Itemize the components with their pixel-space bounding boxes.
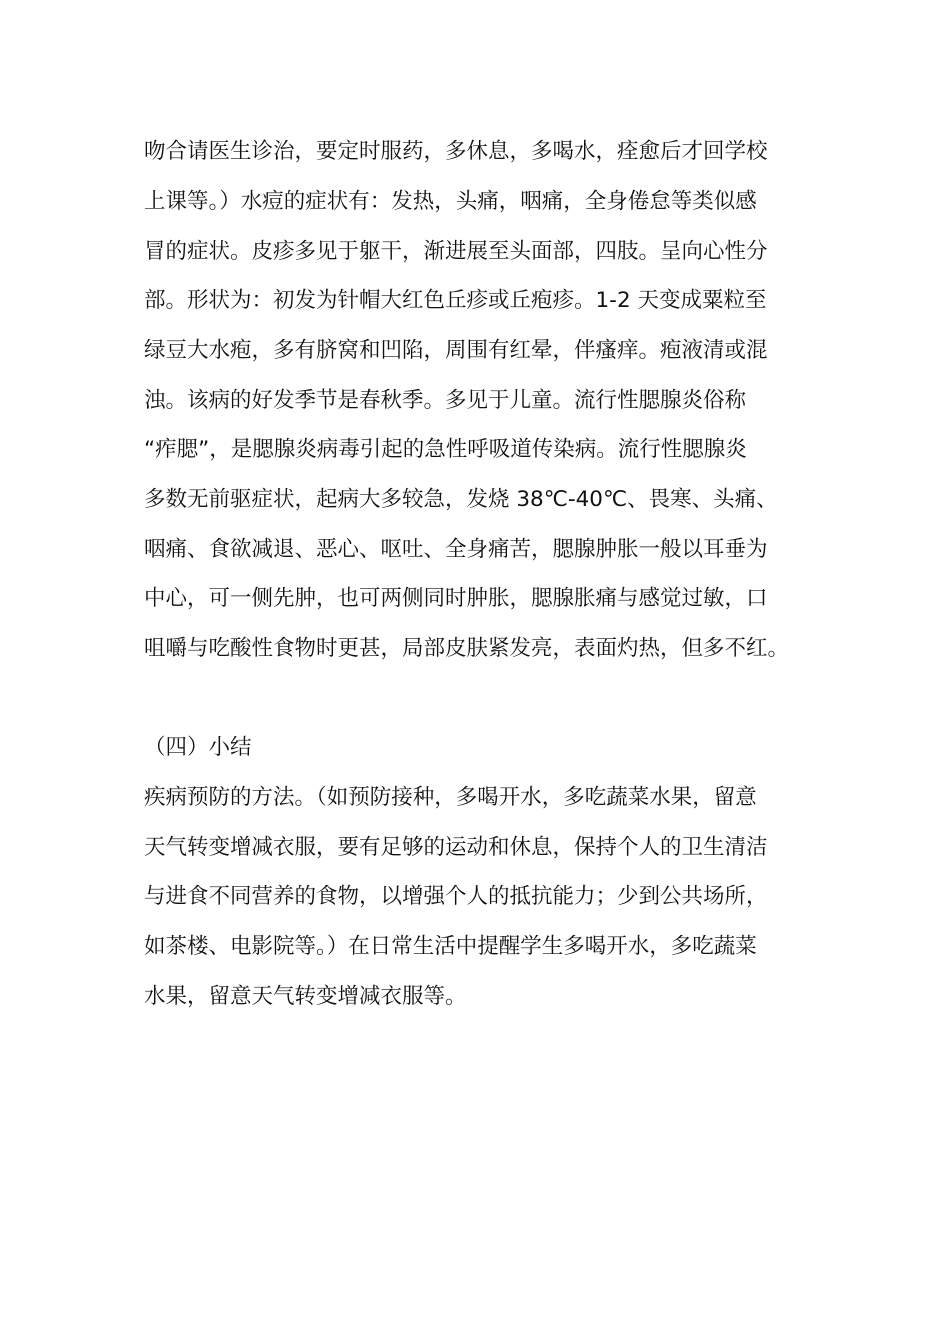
paragraph-line: 与进食不同营养的食物，以增强个人的抵抗能力；少到公共场所， — [144, 884, 768, 909]
paragraph-line: 吻合请医生诊治，要定时服药，多休息，多喝水，痊愈后才回学校 — [144, 139, 768, 164]
paragraph-line: 绿豆大水疱，多有脐窝和凹陷，周围有红晕，伴瘙痒。疱液清或混 — [144, 338, 768, 363]
paragraph-line: “痄腮”，是腮腺炎病毒引起的急性呼吸道传染病。流行性腮腺炎 — [144, 437, 747, 462]
paragraph-line: 咀嚼与吃酸性食物时更甚，局部皮肤紧发亮，表面灼热，但多不红。 — [144, 636, 790, 661]
paragraph-line: 疾病预防的方法。（如预防接种，多喝开水，多吃蔬菜水果，留意 — [144, 785, 757, 810]
paragraph-line: 水果，留意天气转变增减衣服等。 — [144, 984, 467, 1009]
paragraph-line: 天气转变增减衣服，要有足够的运动和休息，保持个人的卫生清洁 — [144, 835, 768, 860]
section-heading: （四）小结 — [144, 735, 252, 760]
paragraph-line: 中心，可一侧先肿，也可两侧同时肿胀，腮腺胀痛与感觉过敏，口 — [144, 586, 768, 611]
paragraph-line: 多数无前驱症状，起病大多较急，发烧 38℃-40℃、畏寒、头痛、 — [144, 487, 778, 512]
paragraph-line: 浊。该病的好发季节是春秋季。多见于儿童。流行性腮腺炎俗称 — [144, 388, 747, 413]
paragraph-line: 如茶楼、电影院等。）在日常生活中提醒学生多喝开水，多吃蔬菜 — [144, 934, 757, 959]
paragraph-line: 上课等。）水痘的症状有：发热，头痛，咽痛，全身倦怠等类似感 — [144, 189, 757, 214]
paragraph-line: 冒的症状。皮疹多见于躯干，渐进展至头面部，四肢。呈向心性分 — [144, 239, 768, 264]
paragraph-line: 部。形状为：初发为针帽大红色丘疹或丘疱疹。1-2 天变成粟粒至 — [144, 288, 767, 313]
paragraph-line: 咽痛、食欲减退、恶心、呕吐、全身痛苦，腮腺肿胀一般以耳垂为 — [144, 537, 768, 562]
